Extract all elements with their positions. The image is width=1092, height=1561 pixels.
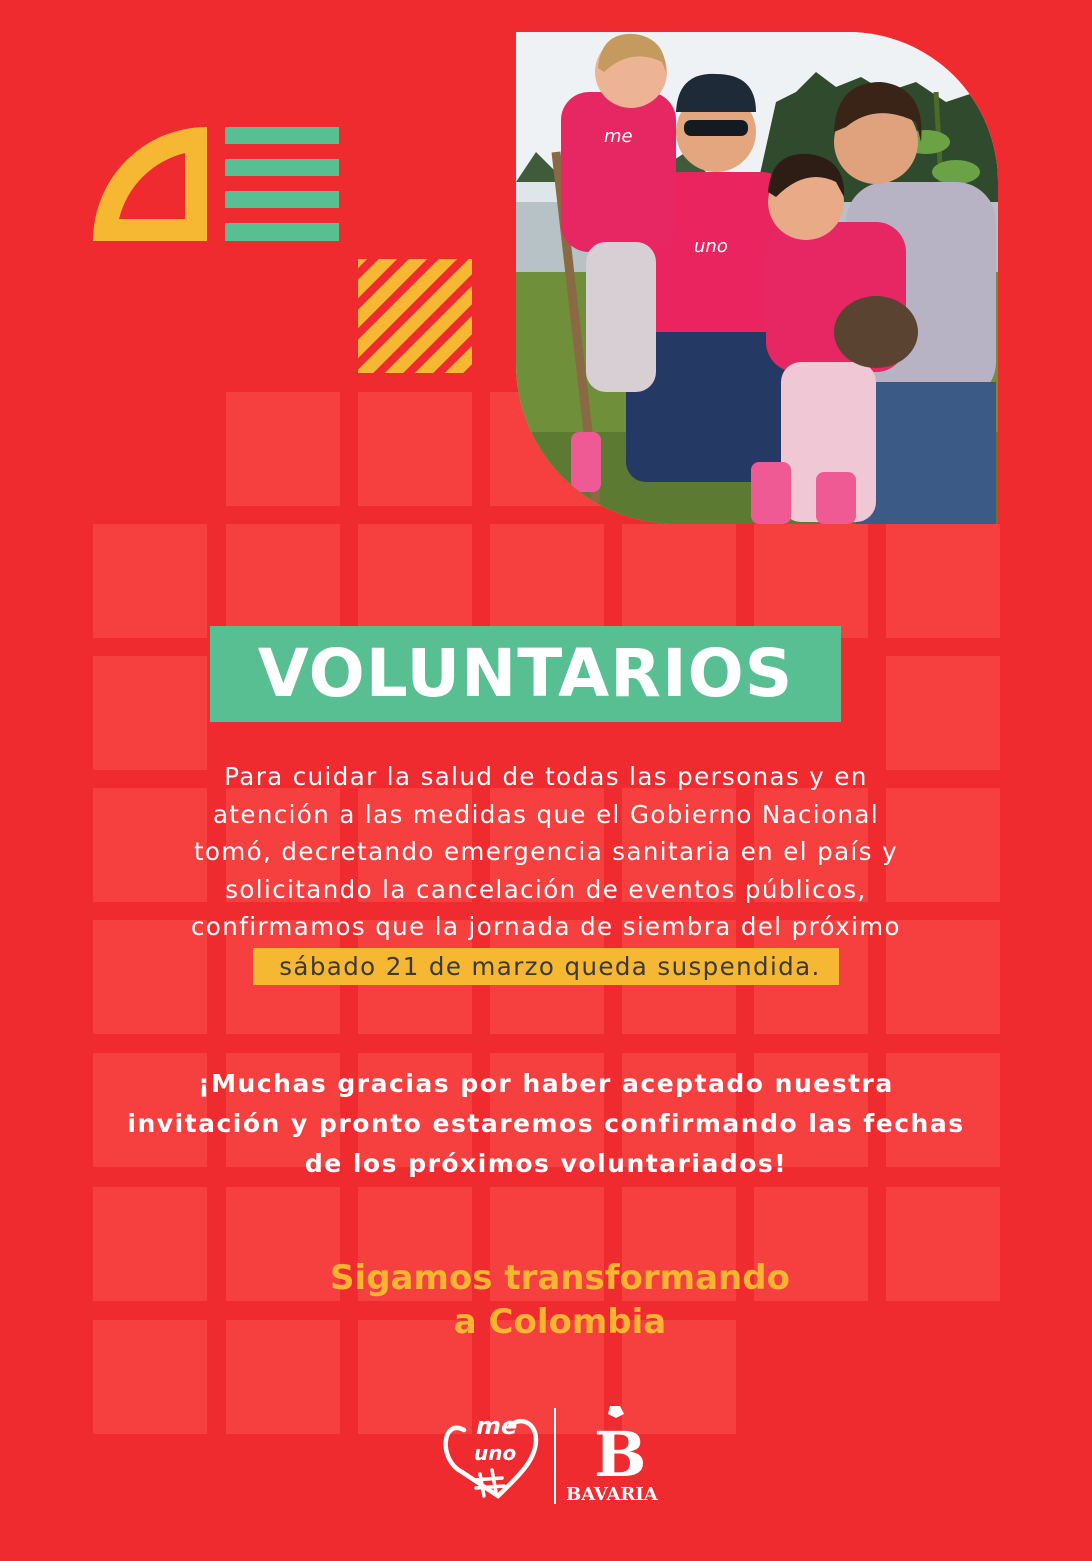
meuno-logo-bottom: uno [474, 1441, 517, 1465]
diagonal-stripes-shape [358, 259, 472, 373]
thanks-line: ¡Muchas gracias por haber aceptado nuestra [198, 1069, 894, 1098]
shirt-logo-2: uno [694, 236, 728, 257]
body-line: atención a las medidas que el Gobierno Nacional [212, 799, 880, 829]
slogan [200, 1256, 920, 1344]
body-line: Para cuidar la salud de todas las personas y en [224, 762, 868, 791]
bavaria-logo-text: BAVARIA [566, 1484, 658, 1505]
meuno-logo [446, 1412, 536, 1496]
slogan-line: Sigamos transformando [330, 1258, 790, 1298]
volunteers-photo [516, 32, 998, 524]
meuno-logo-top: me [476, 1412, 518, 1440]
thanks-paragraph [96, 1064, 996, 1184]
slogan-line: a Colombia [453, 1302, 667, 1342]
bavaria-logo-letter: B [594, 1418, 647, 1491]
body-line: tomó, decretando emergencia sanitaria en el país y [194, 837, 898, 866]
page-title: VOLUNTARIOS [257, 635, 794, 712]
highlight-line: sábado 21 de marzo queda suspendida. [253, 948, 838, 986]
body-paragraph [96, 758, 996, 985]
thanks-line: de los próximos voluntariados! [304, 1149, 788, 1178]
body-line: confirmamos que la jornada de siembra del próximo [191, 912, 901, 941]
stripes-shape [225, 127, 339, 241]
bavaria-logo [566, 1406, 659, 1505]
footer-logos [440, 1400, 680, 1510]
title-banner [210, 626, 841, 722]
thanks-line: invitación y pronto estaremos confirmando las fechas [127, 1109, 965, 1138]
quarter-circle-shape [93, 127, 207, 241]
shirt-logo-1: me [604, 126, 633, 147]
body-line: solicitando la cancelación de eventos públicos, [225, 874, 867, 904]
